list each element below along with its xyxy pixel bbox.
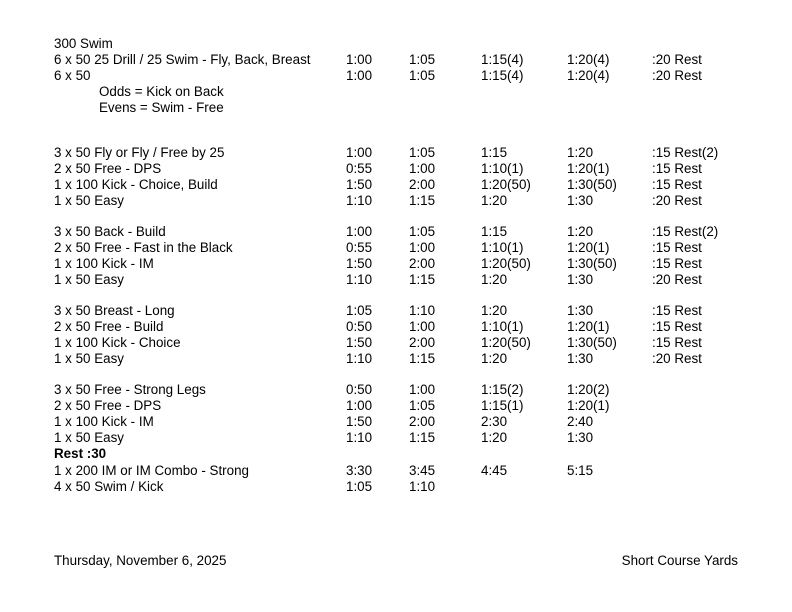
interval-2: 1:05: [409, 398, 436, 413]
set-description: 1 x 100 Kick - Choice: [54, 335, 181, 350]
interval-2: 1:00: [409, 240, 436, 255]
interval-2: 1:05: [409, 52, 436, 67]
interval-3: 1:20: [481, 351, 508, 366]
set-description: 1 x 100 Kick - IM: [54, 414, 154, 429]
interval-2: 1:15: [409, 193, 436, 208]
set-description: Rest :30: [54, 446, 107, 461]
set-description: 4 x 50 Swim / Kick: [54, 479, 164, 494]
interval-3: 1:10(1): [481, 240, 524, 255]
interval-4: 1:20(4): [567, 68, 610, 83]
interval-4: 1:30(50): [567, 177, 617, 192]
set-description: 3 x 50 Breast - Long: [54, 303, 175, 318]
interval-4: 1:20(1): [567, 319, 610, 334]
interval-1: 1:50: [346, 177, 373, 192]
interval-3: 1:15(4): [481, 52, 524, 67]
interval-2: 2:00: [409, 177, 436, 192]
interval-2: 1:15: [409, 351, 436, 366]
set-description: 2 x 50 Free - Build: [54, 319, 164, 334]
interval-1: 0:50: [346, 319, 373, 334]
set-description: 3 x 50 Back - Build: [54, 224, 166, 239]
rest-note: :20 Rest: [652, 193, 702, 208]
rest-note: :20 Rest: [652, 351, 702, 366]
set-description: 300 Swim: [54, 36, 113, 51]
interval-3: 1:15: [481, 145, 508, 160]
rest-note: :15 Rest: [652, 161, 702, 176]
rest-note: :20 Rest: [652, 52, 702, 67]
set-description: 3 x 50 Free - Strong Legs: [54, 382, 206, 397]
interval-3: 1:15(4): [481, 68, 524, 83]
interval-1: 1:00: [346, 52, 373, 67]
interval-1: 1:10: [346, 193, 373, 208]
set-description: 2 x 50 Free - DPS: [54, 161, 162, 176]
interval-1: 1:00: [346, 224, 373, 239]
set-description: 1 x 100 Kick - IM: [54, 256, 154, 271]
interval-4: 5:15: [567, 463, 594, 478]
interval-4: 1:30(50): [567, 256, 617, 271]
interval-4: 1:30(50): [567, 335, 617, 350]
interval-2: 1:05: [409, 145, 436, 160]
interval-2: 2:00: [409, 414, 436, 429]
interval-3: 1:20: [481, 193, 508, 208]
interval-1: 1:05: [346, 479, 373, 494]
rest-note: :15 Rest(2): [652, 224, 719, 239]
footer-date: Thursday, November 6, 2025: [54, 553, 227, 568]
interval-1: 1:00: [346, 398, 373, 413]
interval-3: 1:10(1): [481, 319, 524, 334]
set-description: 3 x 50 Fly or Fly / Free by 25: [54, 145, 225, 160]
interval-4: 1:20(1): [567, 240, 610, 255]
interval-4: 1:20(1): [567, 161, 610, 176]
interval-4: 1:20(4): [567, 52, 610, 67]
interval-3: 1:15(1): [481, 398, 524, 413]
set-description: 1 x 50 Easy: [54, 193, 124, 208]
interval-4: 1:20: [567, 224, 594, 239]
set-description: 6 x 50 25 Drill / 25 Swim - Fly, Back, Breast: [54, 52, 311, 67]
rest-note: :20 Rest: [652, 272, 702, 287]
interval-4: 1:30: [567, 193, 594, 208]
interval-1: 0:55: [346, 161, 373, 176]
rest-note: :15 Rest: [652, 303, 702, 318]
interval-1: 0:50: [346, 382, 373, 397]
set-description: 1 x 200 IM or IM Combo - Strong: [54, 463, 249, 478]
set-description: 2 x 50 Free - Fast in the Black: [54, 240, 233, 255]
interval-3: 2:30: [481, 414, 508, 429]
set-description: 2 x 50 Free - DPS: [54, 398, 162, 413]
interval-2: 1:15: [409, 272, 436, 287]
interval-4: 1:30: [567, 351, 594, 366]
interval-4: 1:20(1): [567, 398, 610, 413]
interval-4: 2:40: [567, 414, 594, 429]
set-description: 1 x 50 Easy: [54, 351, 124, 366]
interval-4: 1:20: [567, 145, 594, 160]
rest-note: :15 Rest: [652, 256, 702, 271]
interval-3: 1:20(50): [481, 335, 531, 350]
interval-1: 1:50: [346, 256, 373, 271]
interval-1: 1:50: [346, 414, 373, 429]
interval-3: 4:45: [481, 463, 508, 478]
interval-4: 1:30: [567, 430, 594, 445]
interval-2: 2:00: [409, 256, 436, 271]
rest-note: :15 Rest: [652, 177, 702, 192]
interval-1: 1:50: [346, 335, 373, 350]
set-description: 1 x 50 Easy: [54, 272, 124, 287]
set-description: 6 x 50: [54, 68, 91, 83]
interval-3: 1:10(1): [481, 161, 524, 176]
interval-1: 1:00: [346, 68, 373, 83]
interval-4: 1:20(2): [567, 382, 610, 397]
rest-note: :20 Rest: [652, 68, 702, 83]
interval-2: 1:00: [409, 161, 436, 176]
interval-1: 1:05: [346, 303, 373, 318]
rest-note: :15 Rest: [652, 240, 702, 255]
footer-course: Short Course Yards: [621, 553, 738, 568]
interval-3: 1:15: [481, 224, 508, 239]
interval-2: 3:45: [409, 463, 436, 478]
interval-1: 1:10: [346, 430, 373, 445]
interval-2: 1:00: [409, 319, 436, 334]
interval-1: 1:10: [346, 272, 373, 287]
interval-3: 1:20: [481, 303, 508, 318]
rest-note: :15 Rest: [652, 319, 702, 334]
interval-2: 1:05: [409, 224, 436, 239]
interval-3: 1:20: [481, 430, 508, 445]
interval-1: 1:00: [346, 145, 373, 160]
interval-4: 1:30: [567, 272, 594, 287]
interval-2: 1:10: [409, 479, 436, 494]
interval-2: 1:05: [409, 68, 436, 83]
interval-2: 1:15: [409, 430, 436, 445]
interval-4: 1:30: [567, 303, 594, 318]
interval-1: 3:30: [346, 463, 373, 478]
set-description: 1 x 50 Easy: [54, 430, 124, 445]
set-description: Odds = Kick on Back: [99, 84, 224, 99]
set-description: 1 x 100 Kick - Choice, Build: [54, 177, 218, 192]
interval-1: 1:10: [346, 351, 373, 366]
rest-note: :15 Rest: [652, 335, 702, 350]
interval-2: 1:00: [409, 382, 436, 397]
interval-3: 1:20: [481, 272, 508, 287]
rest-note: :15 Rest(2): [652, 145, 719, 160]
interval-3: 1:15(2): [481, 382, 524, 397]
interval-1: 0:55: [346, 240, 373, 255]
interval-2: 1:10: [409, 303, 436, 318]
set-description: Evens = Swim - Free: [99, 100, 224, 115]
interval-3: 1:20(50): [481, 256, 531, 271]
interval-2: 2:00: [409, 335, 436, 350]
interval-3: 1:20(50): [481, 177, 531, 192]
